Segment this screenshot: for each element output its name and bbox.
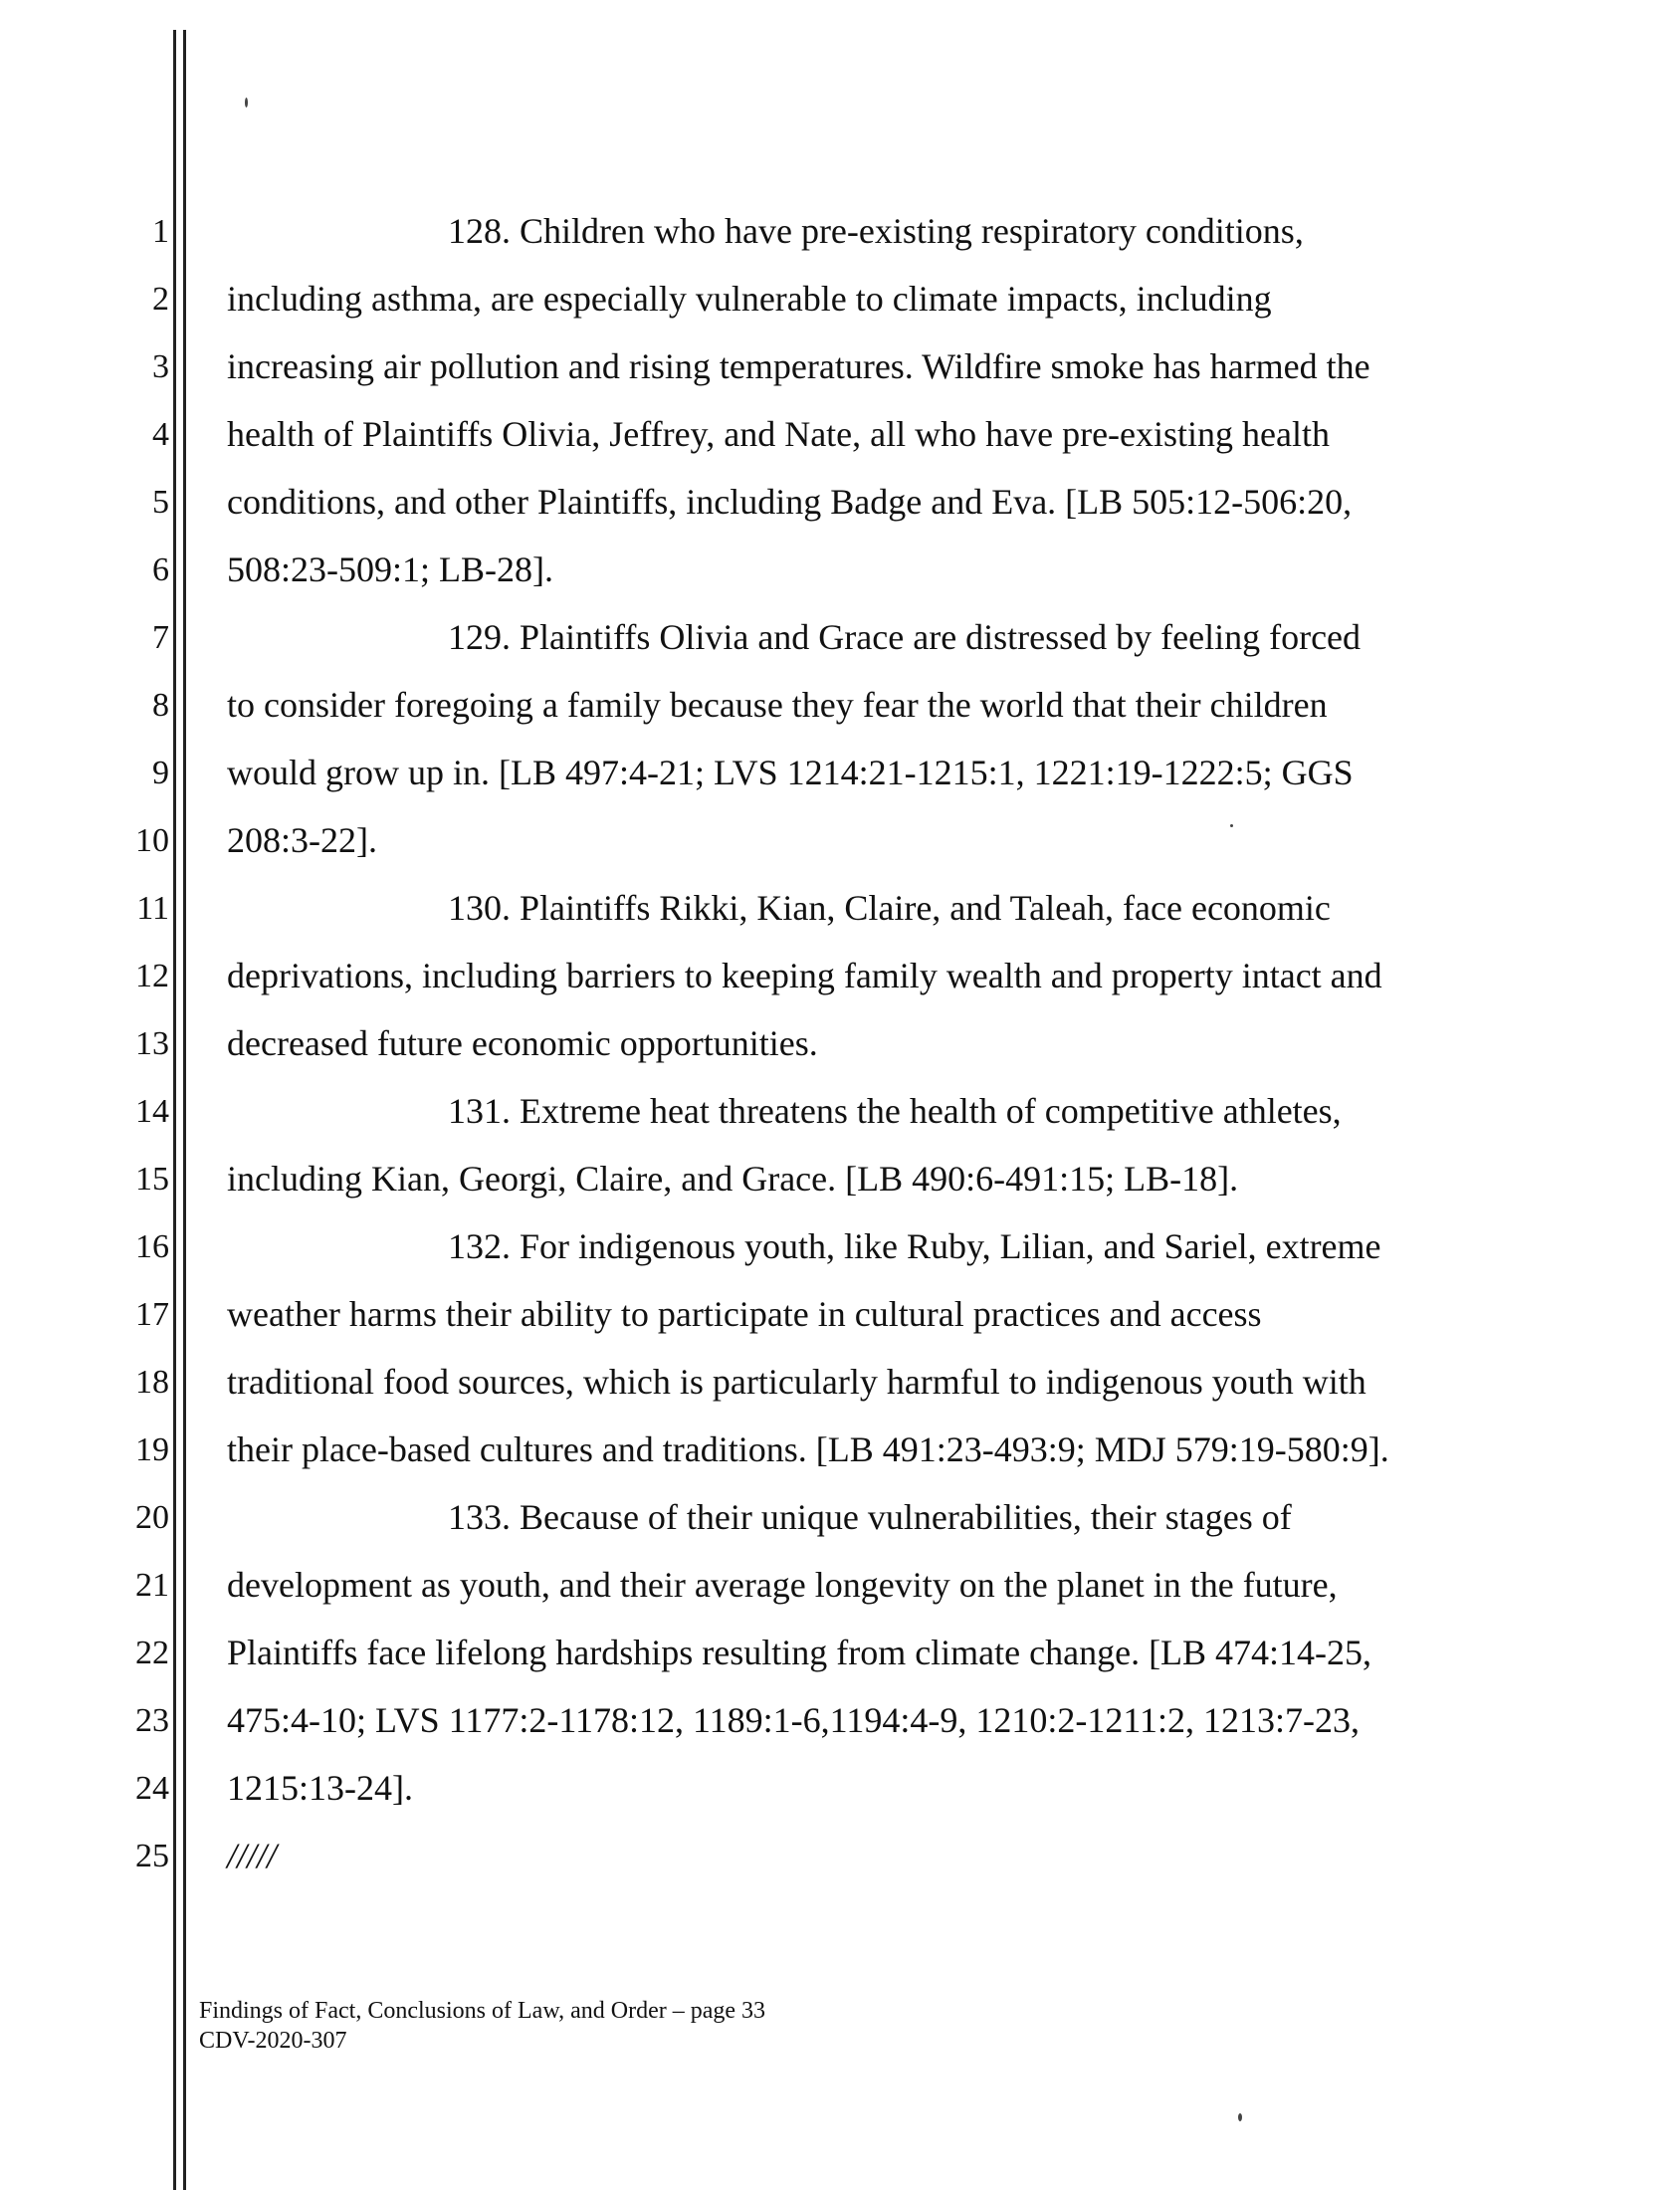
paragraph-130-line: 130. Plaintiffs Rikki, Kian, Claire, and Taleah, face economic [448,888,1331,928]
paragraph-128-line: 508:23-509:1; LB-28]. [227,549,553,589]
line-number: 23 [135,1702,169,1739]
left-margin-rule-inner [183,30,186,2190]
paragraph-128-line: health of Plaintiffs Olivia, Jeffrey, and Nate, all who have pre-existing health [227,414,1331,454]
line-number: 12 [135,958,169,994]
paragraph-128-line: conditions, and other Plaintiffs, including Badge and Eva. [LB 505:12-506:20, [227,482,1353,522]
paragraph-130-line: decreased future economic opportunities. [227,1023,818,1063]
page-footer [199,1996,765,2056]
paragraph-128-line: 128. Children who have pre-existing respiratory conditions, [448,211,1304,251]
line-number: 19 [135,1431,169,1468]
scan-speck [1238,2113,1242,2121]
left-margin-rule [173,30,176,2190]
continuation-marker: ///// [227,1836,278,1875]
paragraph-128-line: increasing air pollution and rising temperatures. Wildfire smoke has harmed the [227,346,1370,386]
paragraph-133-line: development as youth, and their average longevity on the planet in the future, [227,1565,1338,1605]
line-number: 8 [152,687,169,724]
line-number: 20 [135,1499,169,1536]
footer-title: Findings of Fact, Conclusions of Law, and Order – page 33 [199,1998,766,2024]
line-number: 22 [135,1635,169,1671]
line-number: 2 [152,281,169,318]
line-number: 5 [152,484,169,521]
paragraph-132-line: their place-based cultures and traditions. [LB 491:23-493:9; MDJ 579:19-580:9]. [227,1429,1389,1469]
paragraph-133-line: 1215:13-24]. [227,1768,413,1808]
line-number: 6 [152,551,169,588]
paragraph-130-line: deprivations, including barriers to keeping family wealth and property intact and [227,956,1382,995]
line-number: 10 [135,822,169,859]
line-number: 7 [152,619,169,656]
paragraph-133-line: 133. Because of their unique vulnerabilities, their stages of [448,1497,1292,1537]
line-number: 17 [135,1296,169,1333]
line-number: 9 [152,755,169,791]
scan-speck [245,98,248,108]
line-number: 25 [135,1838,169,1874]
line-number: 16 [135,1228,169,1265]
line-number: 18 [135,1364,169,1401]
footer-case-number: CDV-2020-307 [199,2028,347,2054]
line-number: 15 [135,1161,169,1198]
paragraph-128-line: including asthma, are especially vulnerable to climate impacts, including [227,279,1272,319]
paragraph-133-line: 475:4-10; LVS 1177:2-1178:12, 1189:1-6,1194:4-9, 1210:2-1211:2, 1213:7-23, [227,1700,1360,1740]
line-number: 24 [135,1770,169,1807]
paragraph-132-line: traditional food sources, which is particularly harmful to indigenous youth with [227,1362,1366,1402]
line-number: 4 [152,416,169,453]
paragraph-133-line: Plaintiffs face lifelong hardships resulting from climate change. [LB 474:14-25, [227,1633,1372,1672]
scan-speck [1230,824,1233,827]
paragraph-132-line: 132. For indigenous youth, like Ruby, Lilian, and Sariel, extreme [448,1226,1381,1266]
paragraph-132-line: weather harms their ability to participate in cultural practices and access [227,1294,1262,1334]
line-number: 14 [135,1093,169,1130]
line-number: 13 [135,1025,169,1062]
paragraph-129-line: to consider foregoing a family because they fear the world that their children [227,685,1328,725]
paragraph-129-line: 208:3-22]. [227,820,377,860]
line-number: 3 [152,348,169,385]
paragraph-131-line: including Kian, Georgi, Claire, and Grace. [LB 490:6-491:15; LB-18]. [227,1159,1239,1199]
line-number: 1 [152,213,169,250]
paragraph-131-line: 131. Extreme heat threatens the health of competitive athletes, [448,1091,1342,1131]
paragraph-129-line: 129. Plaintiffs Olivia and Grace are distressed by feeling forced [448,617,1362,657]
line-number: 11 [136,890,169,927]
line-number: 21 [135,1567,169,1604]
paragraph-129-line: would grow up in. [LB 497:4-21; LVS 1214:21-1215:1, 1221:19-1222:5; GGS [227,753,1354,792]
